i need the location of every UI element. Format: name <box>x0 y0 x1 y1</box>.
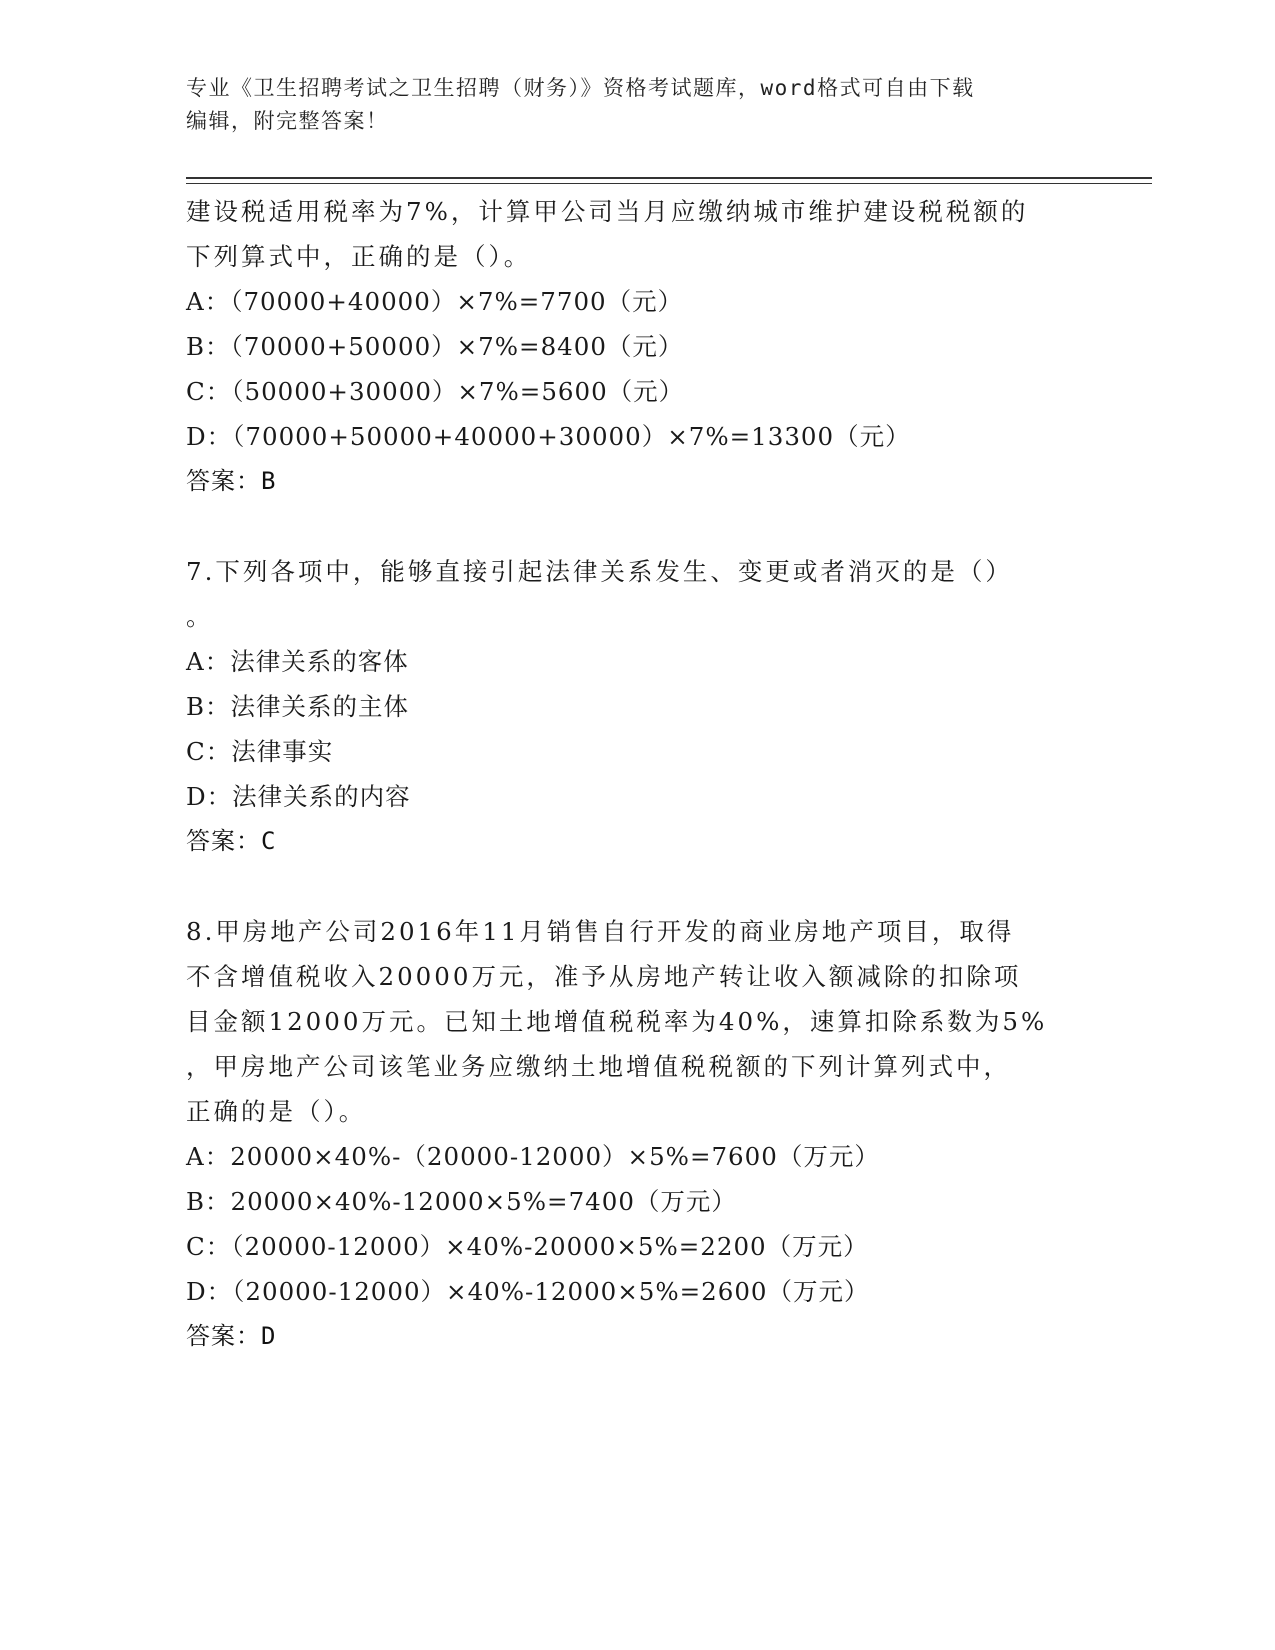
question-8-stem-line: 正确的是（）。 <box>186 1097 367 1126</box>
question-8-stem-line: ，甲房地产公司该笔业务应缴纳土地增值税税额的下列计算列式中， <box>186 1052 1011 1081</box>
question-8-option-c: C：（20000-12000）×40%-20000×5%=2200（万元） <box>186 1232 869 1261</box>
question-6-stem-line: 建设税适用税率为7%，计算甲公司当月应缴纳城市维护建设税税额的 <box>186 197 1029 226</box>
spacer <box>186 864 1086 909</box>
question-8-stem-line: 目金额12000万元。已知土地增值税税率为40%，速算扣除系数为5% <box>186 1007 1048 1036</box>
question-6-option-b: B：（70000+50000）×7%=8400（元） <box>186 332 684 361</box>
question-6-option-d: D：（70000+50000+40000+30000）×7%=13300（元） <box>186 422 911 451</box>
header-line-2: 编辑，附完整答案！ <box>186 109 389 133</box>
question-6-answer: 答案：B <box>186 467 277 495</box>
question-8-stem-line: 不含增值税收入20000万元，准予从房地产转让收入额减除的扣除项 <box>186 962 1022 991</box>
question-7 <box>186 549 1086 864</box>
question-7-stem-line: 7.下列各项中，能够直接引起法律关系发生、变更或者消灭的是（） <box>186 557 1013 586</box>
question-7-stem-line: 。 <box>186 602 214 631</box>
question-6 <box>186 189 1086 504</box>
question-7-answer: 答案：C <box>186 827 277 855</box>
question-7-option-c: C：法律事实 <box>186 737 334 766</box>
question-8-option-a: A：20000×40%-（20000-12000）×5%=7600（万元） <box>186 1142 880 1171</box>
question-6-stem-line: 下列算式中，正确的是（）。 <box>186 242 532 271</box>
question-7-option-a: A：法律关系的客体 <box>186 647 409 676</box>
question-7-option-b: B：法律关系的主体 <box>186 692 410 721</box>
question-6-option-c: C：（50000+30000）×7%=5600（元） <box>186 377 685 406</box>
question-list <box>186 189 1086 1359</box>
document-header <box>186 72 1076 138</box>
question-8-answer: 答案：D <box>186 1322 277 1350</box>
question-8 <box>186 909 1086 1359</box>
header-divider-thick <box>186 177 1152 179</box>
header-line-1: 专业《卫生招聘考试之卫生招聘（财务）》资格考试题库，word格式可自由下载 <box>186 76 975 100</box>
question-6-option-a: A：（70000+40000）×7%=7700（元） <box>186 287 684 316</box>
question-8-stem-line: 8.甲房地产公司2016年11月销售自行开发的商业房地产项目，取得 <box>186 917 1015 946</box>
question-8-option-d: D：（20000-12000）×40%-12000×5%=2600（万元） <box>186 1277 870 1306</box>
header-divider-thin <box>186 183 1152 184</box>
spacer <box>186 504 1086 549</box>
question-8-option-b: B：20000×40%-12000×5%=7400（万元） <box>186 1187 737 1216</box>
question-7-option-d: D：法律关系的内容 <box>186 782 411 811</box>
